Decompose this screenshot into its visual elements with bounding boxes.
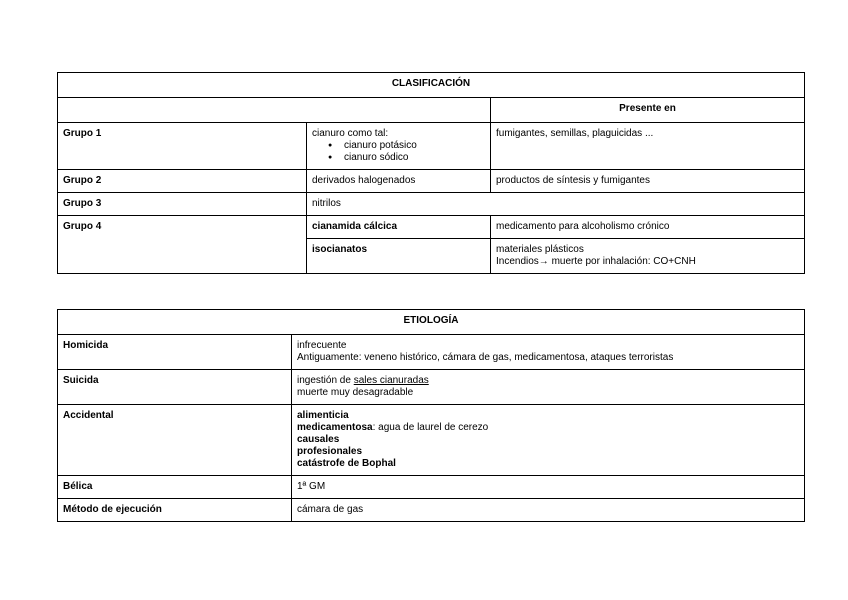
value-text: : agua de laurel de cerezo xyxy=(372,422,489,433)
group-label: Grupo 2 xyxy=(58,170,307,193)
presente-cell: productos de síntesis y fumigantes xyxy=(491,170,805,193)
value-line: Antiguamente: veneno histórico, cámara de gas, medicamentosa, ataques terroristas xyxy=(297,352,674,363)
compound-cell: nitrilos xyxy=(307,193,805,216)
etiologia-value: 1ª GM xyxy=(292,476,805,499)
presente-cell xyxy=(491,239,805,274)
table-row xyxy=(58,370,805,405)
etiologia-value xyxy=(292,335,805,370)
table-row xyxy=(58,170,805,193)
table-row xyxy=(58,405,805,476)
value-line xyxy=(297,375,799,387)
value-line xyxy=(297,422,799,434)
value-line: alimenticia xyxy=(297,410,349,421)
table-row xyxy=(58,499,805,522)
presente-en-header: Presente en xyxy=(491,98,805,123)
table-row xyxy=(58,476,805,499)
clasificacion-table xyxy=(57,72,805,274)
etiologia-label: Suicida xyxy=(58,370,292,405)
table-row xyxy=(58,216,805,239)
etiologia-title: ETIOLOGÍA xyxy=(58,310,805,335)
etiologia-value xyxy=(292,370,805,405)
presente-line: materiales plásticos xyxy=(496,244,584,255)
value-line: muerte muy desagradable xyxy=(297,387,414,398)
group-label: Grupo 3 xyxy=(58,193,307,216)
etiologia-label: Homicida xyxy=(58,335,292,370)
group-label: Grupo 1 xyxy=(58,123,307,170)
value-line: causales xyxy=(297,434,340,445)
table-row xyxy=(58,123,805,170)
compound-list xyxy=(312,140,485,164)
compound-cell: isocianatos xyxy=(307,239,491,274)
value-line: catástrofe de Bophal xyxy=(297,458,396,469)
compound-cell: derivados halogenados xyxy=(307,170,491,193)
list-item: ● cianuro sódico xyxy=(344,152,485,164)
presente-cell: fumigantes, semillas, plaguicidas ... xyxy=(491,123,805,170)
underlined-text: sales cianuradas xyxy=(353,375,429,386)
etiologia-label: Método de ejecución xyxy=(58,499,292,522)
group-label: Grupo 4 xyxy=(58,216,307,274)
compound-cell xyxy=(307,123,491,170)
etiologia-label: Accidental xyxy=(58,405,292,476)
compound-cell: cianamida cálcica xyxy=(307,216,491,239)
table-row xyxy=(58,193,805,216)
presente-cell: medicamento para alcoholismo crónico xyxy=(491,216,805,239)
value-text: medicamentosa xyxy=(297,422,373,433)
presente-line: Incendios→ muerte por inhalación: CO+CNH xyxy=(496,256,696,267)
etiologia-table xyxy=(57,309,805,522)
etiologia-label: Bélica xyxy=(58,476,292,499)
value-text: ingestión de xyxy=(297,375,354,386)
etiologia-value xyxy=(292,405,805,476)
value-line: profesionales xyxy=(297,446,363,457)
etiologia-value: cámara de gas xyxy=(292,499,805,522)
clasificacion-header-blank xyxy=(58,98,491,123)
list-item: ● cianuro potásico xyxy=(344,140,485,152)
clasificacion-title: CLASIFICACIÓN xyxy=(58,73,805,98)
compound-intro: cianuro como tal: xyxy=(312,128,389,139)
value-line: infrecuente xyxy=(297,340,347,351)
table-row xyxy=(58,335,805,370)
